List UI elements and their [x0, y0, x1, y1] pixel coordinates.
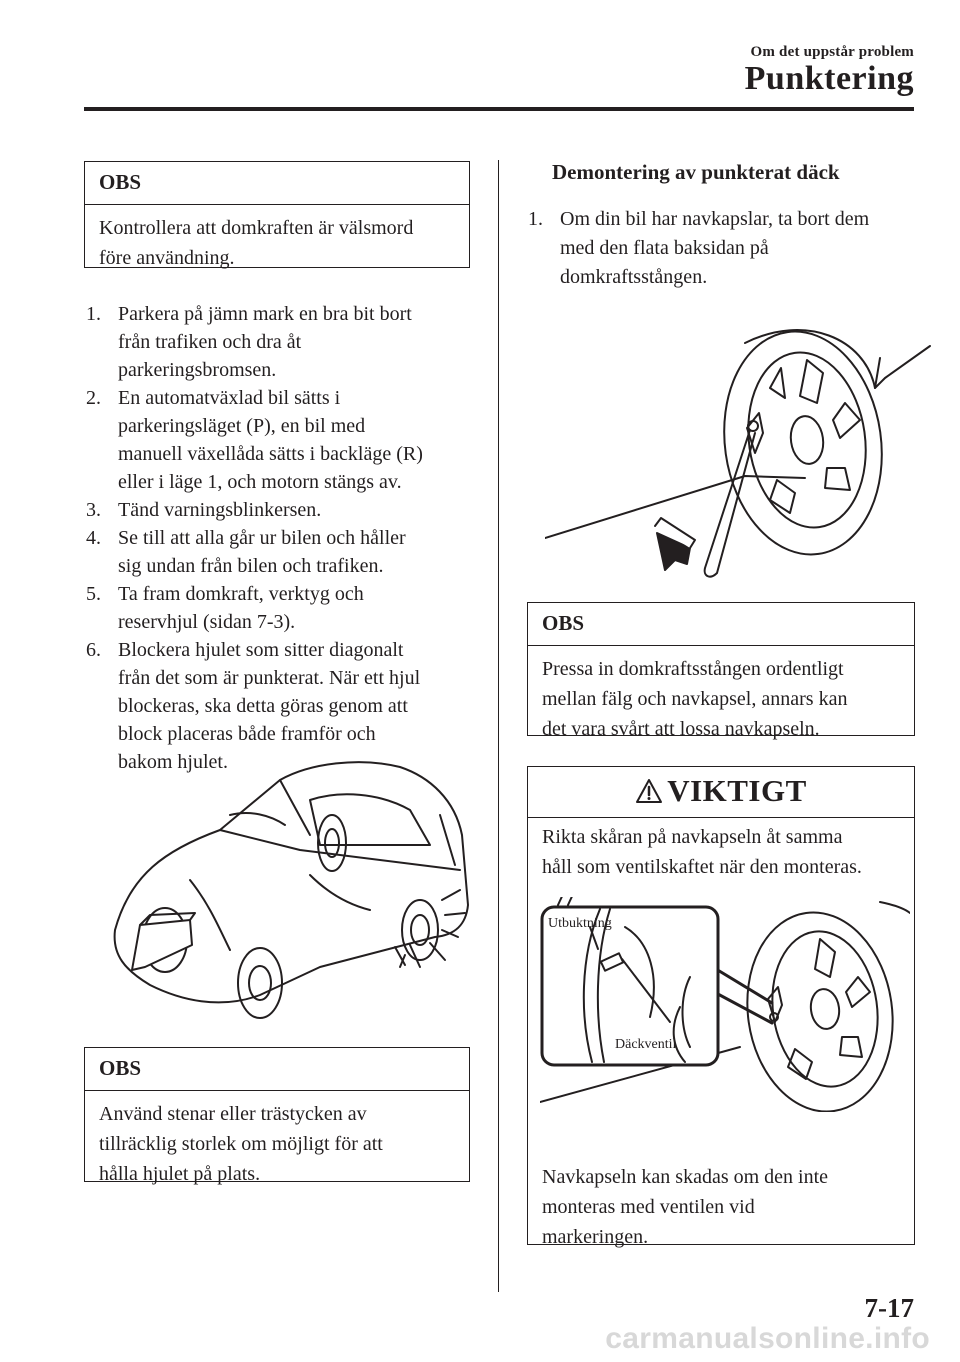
step-line: reservhjul (sidan 7-3). [118, 611, 296, 633]
warning-line: håll som ventilskaftet när den monteras. [542, 856, 862, 878]
obs-body [528, 646, 914, 744]
step-line: bakom hjulet. [118, 751, 228, 773]
step-line: Ta fram domkraft, verktyg och [118, 583, 364, 605]
obs-line: tillräcklig storlek om möjligt för att [99, 1133, 383, 1155]
page-title: Punktering [744, 60, 914, 97]
warning-box [527, 766, 915, 1248]
obs-body: Kontrollera att domkraften är välsmord före användning. [99, 217, 414, 269]
watermark: carmanualsonline.info [605, 1322, 930, 1355]
car-wheel-chock-illustration [110, 755, 490, 1025]
obs-line: det vara svårt att lossa navkapseln. [542, 718, 820, 740]
step-line: En automatväxlad bil sätts i [118, 387, 341, 409]
warning-title-text: VIKTIGT [667, 773, 807, 808]
warning-triangle-icon [635, 776, 663, 812]
obs-title: OBS [542, 611, 585, 635]
warning-line: Rikta skåran på navkapseln åt samma [542, 826, 843, 848]
list-item [86, 580, 486, 636]
warning-line: Navkapseln kan skadas om den inte [542, 1166, 829, 1188]
obs-note-lubrication [84, 161, 470, 268]
list-item [86, 384, 486, 496]
obs-note-chocks [84, 1047, 470, 1185]
step-number: 1. [86, 303, 101, 325]
step-line: blockeras, ska detta göras genom att [118, 695, 408, 717]
step-line: från det som är punkterat. När ett hjul [118, 667, 421, 689]
obs-title: OBS [99, 170, 142, 194]
step-line: från trafiken och dra åt [118, 331, 302, 353]
obs-title: OBS [99, 1056, 142, 1080]
bulge-label: Utbuktning [548, 916, 612, 931]
step-number: 5. [86, 583, 101, 605]
step-line: Blockera hjulet som sitter diagonalt [118, 639, 404, 661]
valve-alignment-illustration [540, 897, 910, 1112]
warning-body [528, 818, 914, 882]
subheading: Demontering av punkterat däck [552, 160, 840, 184]
step-number: 6. [86, 639, 101, 661]
warning-footer-text [528, 1154, 842, 1252]
page-number: 7-17 [864, 1293, 914, 1323]
obs-note-jack-handle [527, 602, 915, 740]
step-line: med den flata baksidan på [560, 237, 769, 259]
section-title: Om det uppstår problem [750, 44, 914, 60]
step-line: domkraftsstången. [560, 266, 708, 288]
obs-line: hålla hjulet på plats. [99, 1163, 261, 1185]
step-line: sig undan från bilen och trafiken. [118, 555, 384, 577]
step-line: manuell växellåda sätts i backläge (R) [118, 443, 423, 465]
obs-body [85, 1091, 469, 1189]
warning-line: markeringen. [542, 1226, 649, 1248]
warning-line: monteras med ventilen vid [542, 1196, 755, 1218]
step-line: eller i läge 1, och motorn stängs av. [118, 471, 402, 493]
header-rule [84, 107, 914, 111]
step-line: Om din bil har navkapslar, ta bort dem [560, 208, 870, 230]
step-number: 1. [528, 208, 543, 230]
step-list-right [528, 205, 928, 292]
step-line: Se till att alla går ur bilen och håller [118, 527, 406, 549]
step-number: 2. [86, 387, 101, 409]
list-item [86, 524, 486, 580]
obs-line: Pressa in domkraftsstången ordentligt [542, 658, 844, 680]
step-line: parkeringsbromsen. [118, 359, 277, 381]
warning-title [528, 767, 914, 817]
step-list [86, 300, 486, 776]
hubcap-removal-illustration [545, 318, 935, 580]
list-item [86, 300, 486, 384]
obs-line: Använd stenar eller trästycken av [99, 1103, 367, 1125]
obs-line: mellan fälg och navkapsel, annars kan [542, 688, 848, 710]
step-number: 3. [86, 499, 101, 521]
list-item [528, 205, 928, 292]
step-line: parkeringsläget (P), en bil med [118, 415, 366, 437]
list-item [86, 496, 486, 524]
step-number: 4. [86, 527, 101, 549]
step-line: block placeras både framför och [118, 723, 376, 745]
step-line: Parkera på jämn mark en bra bit bort [118, 303, 412, 325]
valve-label: Däckventil [615, 1037, 677, 1052]
step-line: Tänd varningsblinkersen. [118, 499, 322, 521]
column-divider [498, 160, 499, 1292]
